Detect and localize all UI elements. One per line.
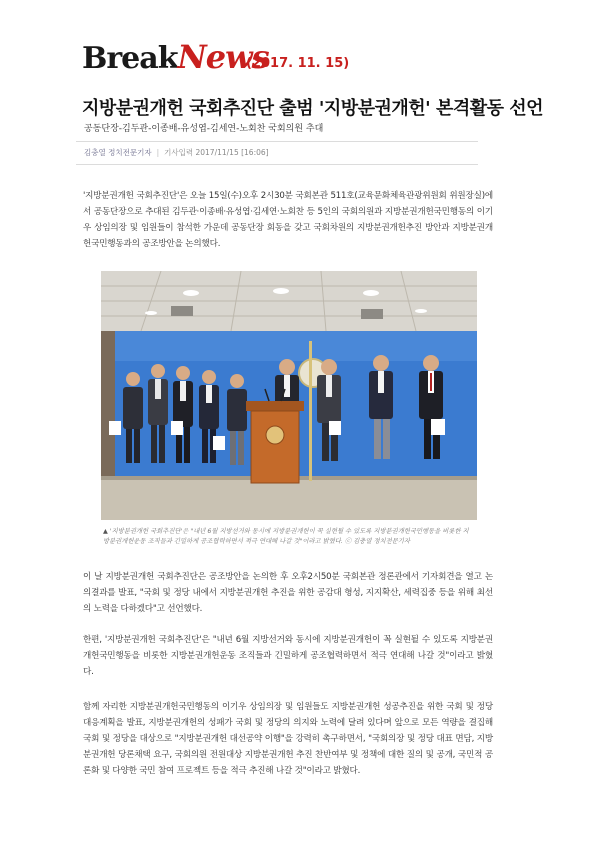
byline: 김충열 정치전문기자 | 기사입력 2017/11/15 [16:06] (84, 148, 269, 157)
article-paragraph-2: 이 날 지방분권개헌 국회추진단은 공조방안을 논의한 후 오후2시50분 국회본관 정론관에서 기자회견을 열고 논의결과를 발표, "국회 및 정당 내에서 지방분권개헌 추진을 위한 공감대 형성, 지지확산, 세력집중 등을 위해 최선의 노력을 다하겠다"고 선언했다. (83, 572, 493, 614)
byline-bar (76, 141, 478, 165)
article-subhead: 공동단장-김두관-이종배-유성엽-김세연-노회찬 국회의원 추대 (84, 124, 324, 134)
masthead-logo (82, 38, 269, 78)
photo-caption-text: '지방분권개헌 국회추진단'은 "내년 6월 지방선거와 동시에 지방분권개헌이 꼭 실현될 수 있도록 지방분권개헌국민행동을 비롯한 지방분권개헌운동 조직들과 긴밀하게 공조협력하면서 적극 연대해 나갈 것"이라고 밝혔다. ⓒ 김충열 정치전문기자 (103, 528, 469, 545)
press-conference-photo (101, 271, 477, 520)
article-paragraph-1: '지방분권개헌 국회추진단'은 오늘 15일(수)오후 2시30분 국회본관 511호(교육문화체육관광위원회 위원장실)에서 공동단장으로 추대된 김두관·이종배·유성엽·김세연·노회찬 등 5인의 국회의원과 지방분권개헌국민행동의 이기우 상임의장 및 임원들이 참석한 가운데 공동단장 회동을 갖고 국회차원의 지방분권개헌추진 방안과 지방분권개헌국민행동과의 공조방안을 논의했다. (83, 191, 493, 249)
brand-break: Break (82, 41, 178, 76)
press-photo-illustration (101, 271, 477, 520)
caption-triangle-icon: ▲ (103, 528, 110, 535)
photo-caption (103, 527, 473, 547)
article-paragraph-3: 한편, '지방분권개헌 국회추진단'은 "내년 6월 지방선거와 동시에 지방분권개헌이 꼭 실현될 수 있도록 지방분권개헌국민행동을 비롯한 지방분권개헌운동 조직들과 긴밀하게 공조협력하면서 적극 연대해 나갈 것"이라고 밝혔다. (83, 635, 493, 677)
brand-news: News (177, 38, 269, 76)
publication-date: (2017. 11. 15) (246, 56, 350, 71)
article-paragraph-4: 함께 자리한 지방분권개헌국민행동의 이기우 상임의장 및 임원들도 지방분권개헌 성공추진을 위한 국회 및 정당 대응계획을 발표, 지방분권개헌의 성패가 국회 및 정당의 의지와 노력에 달려 있다며 앞으로 모든 역량을 결집해 국회 및 정당을 대상으로 "지방분권개헌 대선공약 이행"을 강력히 촉구하면서, "국회의장 및 정당 대표 면담, 지방분권개헌 당론채택 요구, 국회의원 전원대상 지방분권개헌 추진 찬반여부 및 정책에 대한 질의 및 공개, 국민적 공론화 및 다양한 국민 참여 프로젝트 등을 적극 추진해 나갈 것"이라고 밝혔다. (83, 702, 493, 776)
article-headline: 지방분권개헌 국회추진단 출범 '지방분권개헌' 본격활동 선언 (82, 98, 544, 119)
article-timestamp: 기사입력 2017/11/15 [16:06] (164, 148, 269, 157)
reporter-name: 김충열 정치전문기자 (84, 148, 152, 157)
